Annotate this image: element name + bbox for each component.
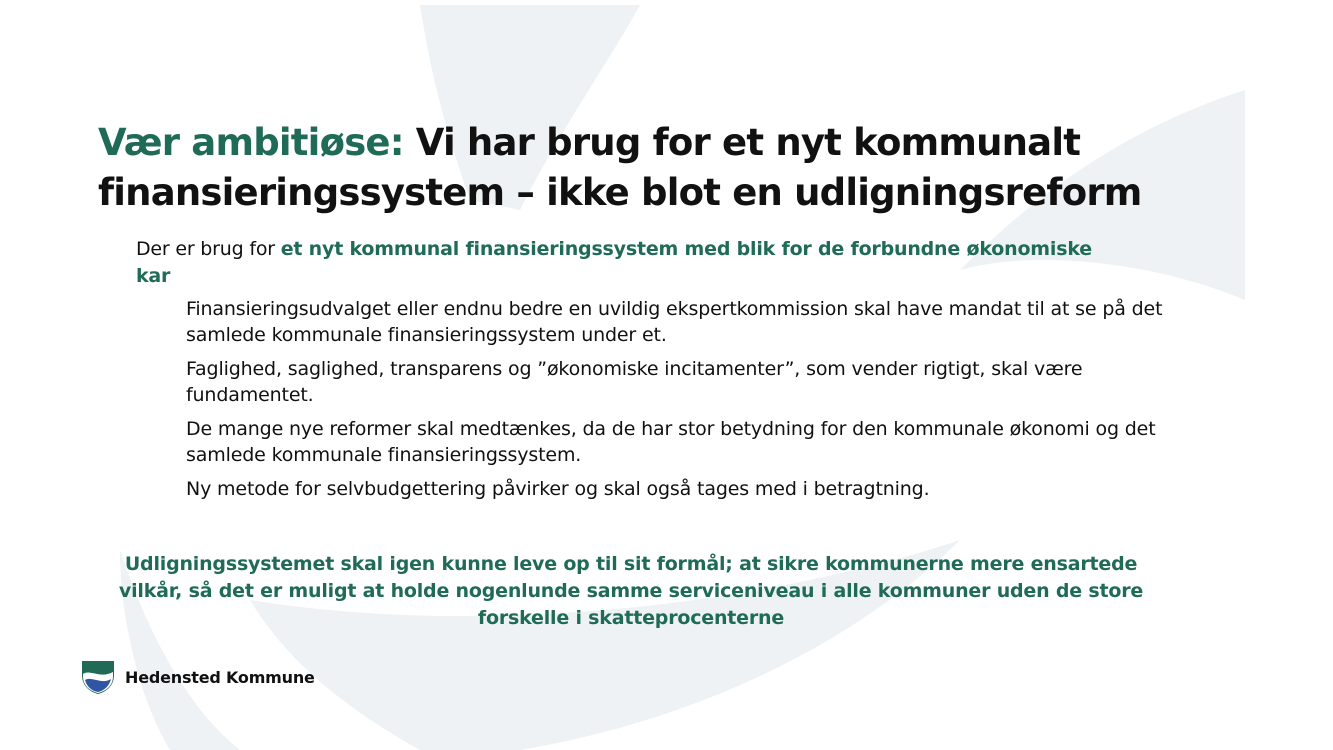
lead-accent: et nyt kommunal finansieringssystem med blik for de forbundne økonomiske kar	[136, 238, 1092, 287]
bullet-list	[186, 296, 1166, 510]
summary-statement: Udligningssystemet skal igen kunne leve op til sit formål; at sikre kommunerne mere ensartede vilkår, så det er muligt at holde nogenlunde samme serviceniveau i alle kommuner uden de store forskelle i skatteprocenterne	[118, 553, 1144, 629]
lead-paragraph	[136, 236, 1096, 290]
title-accent: Vær ambitiøse:	[98, 121, 404, 164]
title-rest: Vi har brug for et nyt kommunalt finansieringssystem – ikke blot en udligningsreform	[98, 121, 1142, 214]
hedensted-logo	[80, 659, 315, 695]
hedensted-shield-icon	[80, 659, 116, 695]
logo-text: Hedensted Kommune	[125, 667, 315, 687]
bullet-item: De mange nye reformer skal medtænkes, da de har stor betydning for den kommunale økonomi og det samlede kommunale finansieringssystem.	[186, 418, 1156, 466]
slide-title	[98, 118, 1278, 218]
lead-prefix: Der er brug for	[136, 238, 281, 260]
bullet-item: Ny metode for selvbudgettering påvirker og skal også tages med i betragtning.	[186, 478, 930, 500]
bullet-item: Faglighed, saglighed, transparens og ”økonomiske incitamenter”, som vender rigtigt, skal være fundamentet.	[186, 358, 1083, 406]
bullet-item: Finansieringsudvalget eller endnu bedre en uvildig ekspertkommission skal have mandat til at se på det samlede kommunale finansieringssystem under et.	[186, 298, 1163, 346]
